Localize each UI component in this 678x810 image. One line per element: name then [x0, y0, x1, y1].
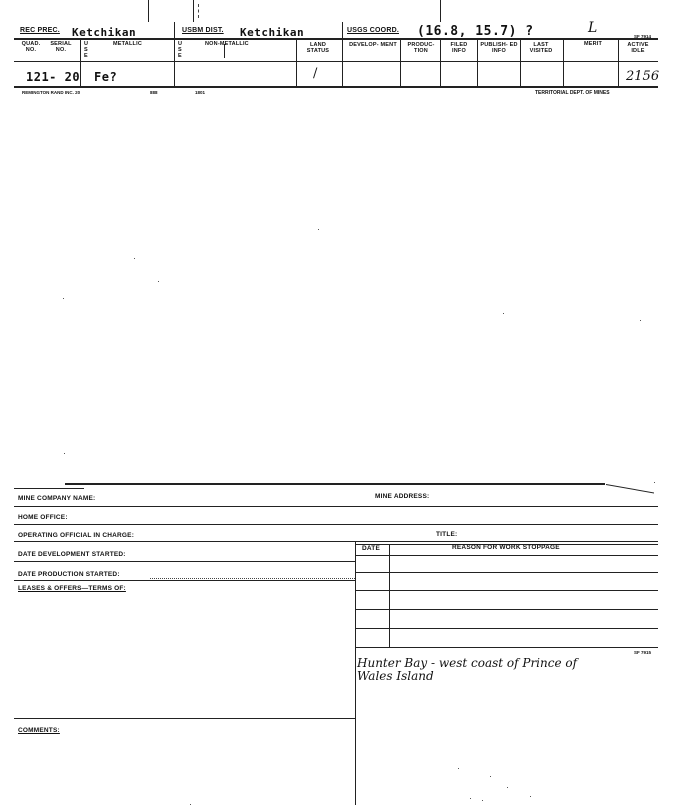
location-note-line1: Hunter Bay - west coast of Prince of	[357, 656, 578, 670]
speck	[458, 768, 459, 769]
col-divider	[400, 38, 401, 86]
stoppage-rule	[355, 590, 658, 591]
rule	[14, 580, 355, 581]
rule	[14, 718, 355, 719]
metallic-value: Fe?	[94, 70, 118, 84]
col-metallic: METALLIC	[113, 41, 142, 47]
footer-code-2: 1801	[195, 90, 206, 95]
leases-offers-label: LEASES & OFFERS—TERMS OF:	[18, 585, 126, 592]
speck	[482, 800, 483, 801]
form-code-top: SF 7914	[634, 34, 652, 39]
col-use-2: U S E	[178, 41, 183, 59]
form-code-bottom: SF 7915	[634, 650, 652, 655]
col-divider	[80, 38, 81, 86]
land-status-value: /	[313, 66, 318, 81]
col-divider	[174, 22, 175, 86]
speck	[654, 482, 655, 483]
date-production-started-label: DATE PRODUCTION STARTED:	[18, 571, 120, 578]
rec-prec-label: REC PREC.	[20, 27, 60, 34]
speck	[503, 313, 504, 314]
speck	[134, 258, 135, 259]
col-development: DEVELOP- MENT	[349, 42, 397, 48]
department-credit: TERRITORIAL DEPT. OF MINES	[535, 90, 610, 96]
col-filed-info: FILED INFO	[450, 42, 468, 54]
usgs-coord-label: USGS COORD.	[347, 27, 399, 34]
quad-serial-value: 121- 20	[26, 70, 81, 84]
speck	[190, 804, 191, 805]
comments-label: COMMENTS:	[18, 727, 60, 734]
rule	[14, 561, 355, 562]
col-divider	[563, 38, 564, 86]
stoppage-rule	[355, 572, 658, 573]
header-bottom-rule	[14, 86, 658, 88]
col-use-1: U S E	[84, 41, 89, 59]
date-development-started-label: DATE DEVELOPMENT STARTED:	[18, 551, 126, 558]
col-serial-no: SERIAL NO.	[50, 41, 72, 53]
lower-center-divider	[355, 541, 356, 805]
stoppage-rule	[355, 647, 658, 648]
speck	[63, 298, 64, 299]
mine-address-label: MINE ADDRESS:	[375, 493, 430, 500]
col-quad-no: QUAD. NO.	[21, 41, 41, 53]
col-land-status: LAND STATUS	[306, 42, 330, 54]
col-divider	[520, 38, 521, 86]
stoppage-reason-label: REASON FOR WORK STOPPAGE	[452, 544, 560, 551]
location-note-line2: Wales Island	[357, 669, 434, 683]
stoppage-divider	[389, 544, 390, 647]
col-divider	[296, 38, 297, 86]
speck	[530, 796, 531, 797]
rule-dotted	[150, 578, 355, 579]
speck	[470, 798, 471, 799]
col-active-idle: ACTIVE IDLE	[627, 42, 649, 54]
top-tick	[440, 0, 441, 22]
stoppage-rule	[355, 609, 658, 610]
col-non-metallic: NON-METALLIC	[205, 41, 249, 47]
home-office-label: HOME OFFICE:	[18, 514, 68, 521]
header-rule	[14, 38, 658, 40]
stoppage-rule	[355, 555, 658, 556]
col-divider	[477, 38, 478, 86]
usgs-coord-value: (16.8, 15.7) ?	[417, 24, 534, 39]
col-divider	[342, 22, 343, 86]
rule	[14, 506, 658, 507]
usbm-dist-value: Ketchikan	[240, 26, 305, 39]
col-divider	[618, 38, 619, 86]
lower-top-rule-left	[14, 488, 84, 489]
header-row-rule	[14, 61, 658, 62]
speck	[490, 776, 491, 777]
footer-code-1: 888	[150, 90, 158, 95]
speck	[640, 320, 641, 321]
speck	[507, 787, 508, 788]
corner-mark: L	[588, 20, 598, 36]
speck	[158, 281, 159, 282]
printer-credit: REMINGTON RAND INC. 20	[22, 90, 81, 95]
active-idle-value: 2156	[626, 69, 660, 84]
col-divider	[224, 44, 225, 58]
operating-official-label: OPERATING OFFICIAL IN CHARGE:	[18, 532, 135, 539]
top-tick	[193, 0, 194, 22]
col-last-visited: LAST VISITED	[529, 42, 553, 54]
usbm-dist-label: USBM DIST.	[182, 27, 224, 34]
mine-company-name-label: MINE COMPANY NAME:	[18, 495, 96, 502]
lower-top-rule	[65, 483, 605, 485]
speck	[318, 229, 319, 230]
top-tick	[148, 0, 149, 22]
stoppage-date-label: DATE	[362, 545, 381, 552]
rec-prec-value: Ketchikan	[72, 26, 137, 39]
speck	[64, 453, 65, 454]
lower-top-sweep	[606, 484, 654, 503]
rule	[14, 541, 658, 542]
col-production: PRODUC- TION	[407, 42, 435, 54]
rule	[14, 524, 658, 525]
col-published-info: PUBLISH- ED INFO	[480, 42, 518, 54]
col-merit: MERIT	[583, 41, 603, 47]
stoppage-rule	[355, 628, 658, 629]
top-tick	[198, 4, 199, 18]
title-label: TITLE:	[436, 531, 458, 538]
col-divider	[440, 38, 441, 86]
